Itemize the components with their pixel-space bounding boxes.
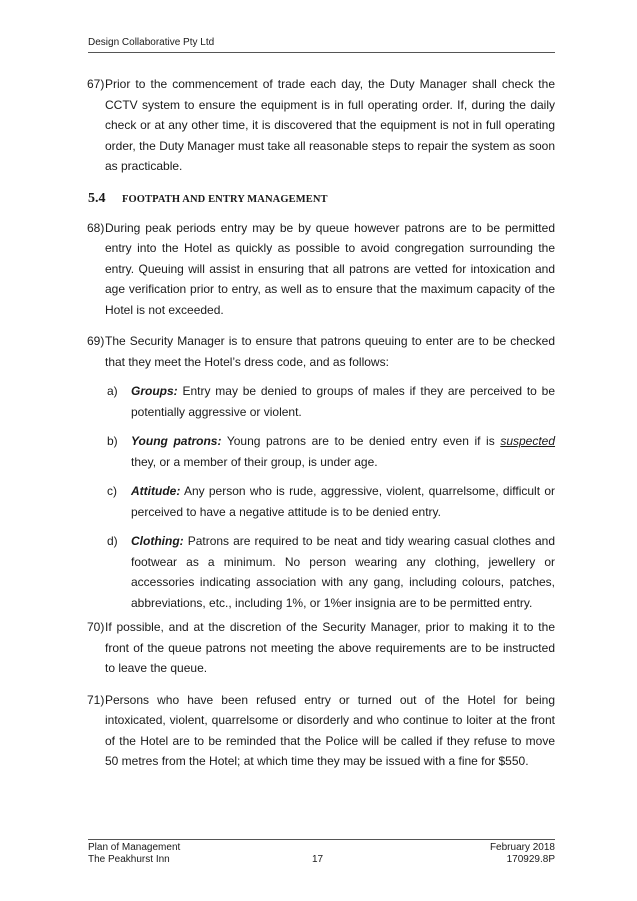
sub-item-term: Groups: <box>131 384 178 398</box>
clause-68 <box>88 218 555 321</box>
clause-number: 69) <box>87 334 105 348</box>
clause-number: 71) <box>87 692 105 707</box>
sub-item-text: they, or a member of their group, is under age. <box>131 454 378 469</box>
sub-item-young-patrons <box>88 431 555 472</box>
sub-item-text: Young patrons are to be denied entry even if is <box>221 434 501 448</box>
document-body <box>88 74 555 772</box>
sub-item-attitude <box>88 481 555 522</box>
page-header <box>88 36 555 53</box>
footer-doc-title: Plan of Management <box>88 842 181 853</box>
sub-item-emphasis: suspected <box>500 434 556 448</box>
sub-item-groups <box>88 381 555 422</box>
footer-date: February 2018 <box>489 842 555 853</box>
clause-70 <box>88 617 555 679</box>
section-title: FOOTPATH AND ENTRY MANAGEMENT <box>122 193 328 205</box>
clause-67 <box>88 74 555 177</box>
clause-number: 67) <box>87 77 105 91</box>
clause-69 <box>88 331 555 372</box>
company-name: Design Collaborative Pty Ltd <box>88 37 215 48</box>
sub-item-text: Patrons are required to be neat and tidy wearing casual clothes and footwear as a minimum. No person wearing any clothing, jewellery or accessories indicating association with any gang, including colours, patches, abbreviations, etc., including 1%, or 1%er insignia are to be permitted entry. <box>131 534 555 610</box>
sub-item-text: Any person who is rude, aggressive, violent, quarrelsome, difficult or perceived to have a negative attitude is to be denied entry. <box>131 484 555 519</box>
page-number: 17 <box>312 854 324 865</box>
clause-text: Prior to the commencement of trade each day, the Duty Manager shall check the CCTV system to ensure the equipment is in full operating order. If, during the daily check or at any other time, it is discovered that the equipment is not in full operating order, the Duty Manager must take all reasonable steps to repair the system as soon as practicable. <box>105 77 555 173</box>
clause-number: 70) <box>87 620 105 634</box>
clause-text: Persons who have been refused entry or turned out of the Hotel for being intoxicated, violent, quarrelsome or disorderly and who continue to loiter at the front of the Hotel are to be reminded that the Police will be called if they refuse to move 50 metres from the Hotel; at which time they may be issued with a fine for $550. <box>105 692 555 768</box>
footer-reference: 170929.8P <box>506 854 555 865</box>
clause-number: 68) <box>87 220 105 235</box>
sub-item-letter: b) <box>107 434 118 448</box>
clause-text: If possible, and at the discretion of the Security Manager, prior to making it to the front of the queue patrons not meeting the above requirements are to be instructed to leave the queue. <box>105 620 555 675</box>
sub-item-letter: c) <box>107 484 117 498</box>
section-number: 5.4 <box>88 190 106 206</box>
clause-text: The Security Manager is to ensure that patrons queuing to enter are to be checked that they meet the Hotel’s dress code, and as follows: <box>105 334 555 369</box>
sub-item-text: Entry may be denied to groups of males if they are perceived to be potentially aggressive or violent. <box>131 384 555 419</box>
sub-item-letter: a) <box>107 384 118 398</box>
page-footer <box>88 839 555 866</box>
sub-item-clothing <box>88 531 555 613</box>
section-heading <box>88 188 555 210</box>
sub-item-letter: d) <box>107 534 118 548</box>
clause-71 <box>88 690 555 772</box>
sub-item-term: Attitude: <box>131 484 181 498</box>
footer-venue: The Peakhurst Inn <box>88 854 170 865</box>
sub-item-term: Young patrons: <box>131 434 222 448</box>
clause-text: During peak periods entry may be by queue however patrons are to be permitted entry into the Hotel as quickly as possible to avoid congregation surrounding the entry. Queuing will assist in ensuring that all patrons are vetted for intoxication and age verification prior to entry, as well as to ensure that the maximum capacity of the Hotel is not exceeded. <box>105 220 555 317</box>
sub-item-term: Clothing: <box>131 534 184 548</box>
